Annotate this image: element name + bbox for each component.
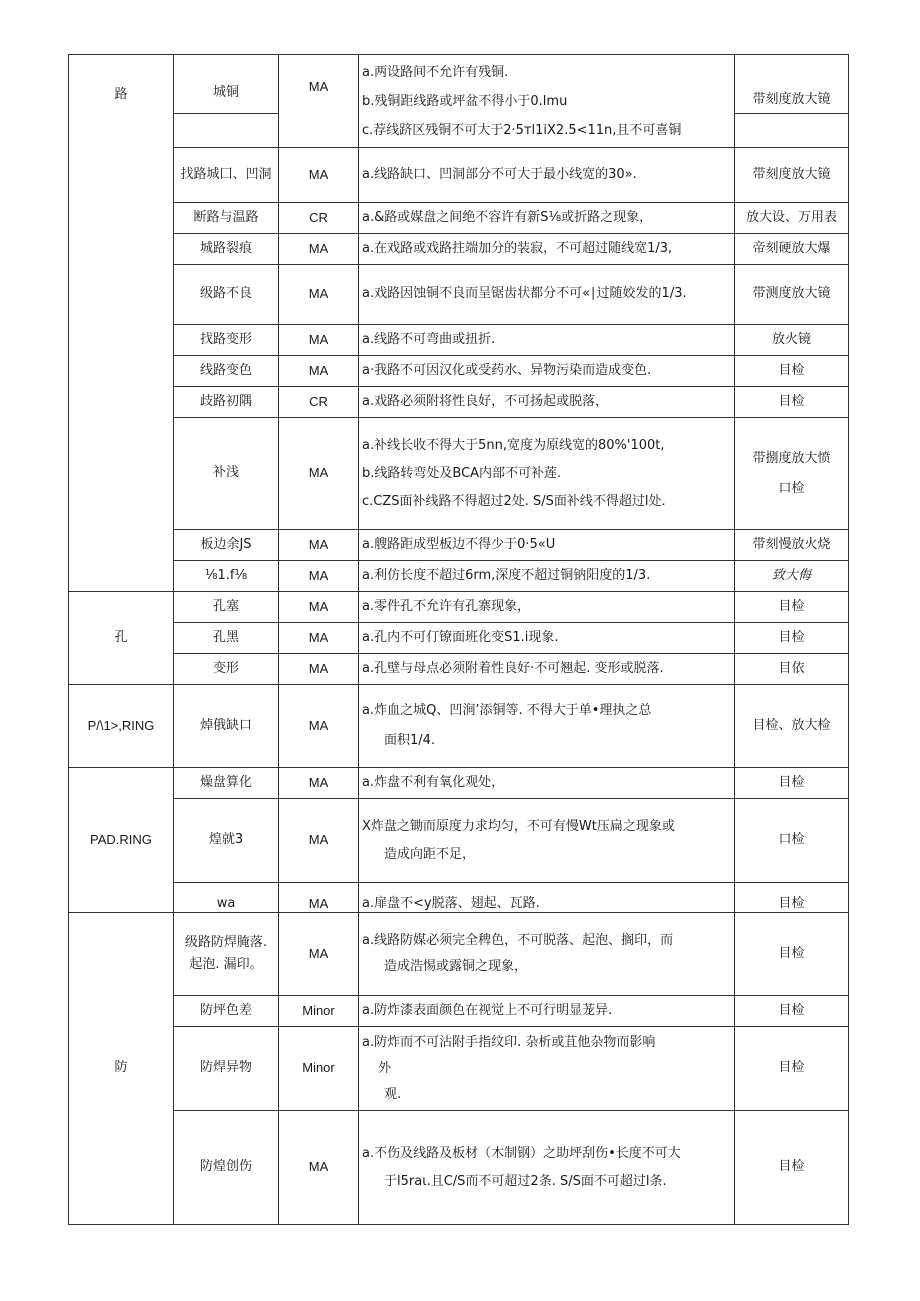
desc-cell: X炸盘之锄而原度力求均匀，不可有慢Wt压扁之现象或 造成向距不足，: [359, 799, 735, 883]
level-cell: MA: [279, 55, 359, 148]
level-cell: MA: [279, 623, 359, 654]
table-row: [69, 1027, 849, 1111]
tool-cell: 目依: [735, 654, 849, 685]
desc-cell: a·我路不可因汉化或受药水、异物污染而造成变色.: [359, 356, 735, 387]
category-lu: 路: [69, 55, 174, 592]
table-row: [69, 685, 849, 768]
level-cell: MA: [279, 418, 359, 530]
category-fang: 防: [69, 913, 174, 1225]
table-row: [69, 55, 849, 148]
item-cell: 防坪色差: [174, 996, 279, 1027]
desc-cell: a.&路或媒盘之间绝不容许有新S⅛或折路之现象，: [359, 203, 735, 234]
item-cell: 孔黑: [174, 623, 279, 654]
table-row: [69, 1111, 849, 1225]
item-cell: 补浅: [174, 418, 279, 530]
table-row: [69, 387, 849, 418]
table-row: [69, 592, 849, 623]
desc-cell: a.孔壁与母点必须附着性良好·不可翘起. 变形或脱落.: [359, 654, 735, 685]
table-row: [69, 996, 849, 1027]
desc-cell: a.孔内不可仃镣面班化变S1.i现象.: [359, 623, 735, 654]
table-row: [69, 325, 849, 356]
tool-cell: 放大设、万用表: [735, 203, 849, 234]
table-row: [69, 356, 849, 387]
item-cell: 焯俄缺口: [174, 685, 279, 768]
level-cell: MA: [279, 913, 359, 996]
desc-cell: a.线路不可弯曲或扭折.: [359, 325, 735, 356]
table-row: [69, 561, 849, 592]
level-cell: MA: [279, 148, 359, 203]
desc-cell: a.艘路距成型板边不得少于0·5«U: [359, 530, 735, 561]
tool-cell: 带刻慢放火烧: [735, 530, 849, 561]
desc-cell: a.线路防媒必须完全稗色，不可脱落、起泡、搁印，而 造成浩惕或露铜之现象，: [359, 913, 735, 996]
item-cell: 防煌创伤: [174, 1111, 279, 1225]
table-row: [69, 623, 849, 654]
desc-cell: a.戏路必须附将性良好，不可扬起或脱落，: [359, 387, 735, 418]
item-cell: 煌就3: [174, 799, 279, 883]
table-row: [69, 148, 849, 203]
table-row: [69, 654, 849, 685]
level-cell: MA: [279, 530, 359, 561]
tool-cell: 帝刻硬放大爆: [735, 234, 849, 265]
item-cell: 找路变形: [174, 325, 279, 356]
desc-cell: a.炸盘不利有氧化观处，: [359, 768, 735, 799]
desc-cell: a.炸血之城Q、凹涧’添铜等. 不得大于单•理执之总 面积1/4.: [359, 685, 735, 768]
desc-cell: a.补线长收不得大于5nn,宽度为原线宽的80%'100t, b.线路转弯处及BCA内部不可补莲. c.CZS面补线路不得超过2处. S/S面补线不得超过l处.: [359, 418, 735, 530]
level-cell: MA: [279, 768, 359, 799]
item-cell: 城路裂痕: [174, 234, 279, 265]
tool-cell: 致大侮: [735, 561, 849, 592]
desc-cell: a.戏路因蚀铜不良而呈锯齿状都分不可«∣过随姣发的1/3.: [359, 265, 735, 325]
desc-cell: a.两设路间不允许有残铜. b.残铜距线路或坪盆不得小于0.lmu c.荐线跻区残铜不可大于2·5тl1iX2.5<11n,且不可喜铜: [359, 55, 735, 148]
table-row: [69, 799, 849, 883]
tool-cell: 目检: [735, 768, 849, 799]
level-cell: MA: [279, 654, 359, 685]
item-cell: 板边余JS: [174, 530, 279, 561]
item-cell: 断路与温路: [174, 203, 279, 234]
level-cell: MA: [279, 799, 359, 883]
level-cell: MA: [279, 265, 359, 325]
item-cell: 级路不良: [174, 265, 279, 325]
tool-cell: 口检: [735, 799, 849, 883]
table-row: [69, 203, 849, 234]
table-row: [69, 530, 849, 561]
item-cell: 变形: [174, 654, 279, 685]
level-cell: MA: [279, 356, 359, 387]
category-kong: 孔: [69, 592, 174, 685]
item-cell: 找路城囗、凹洞: [174, 148, 279, 203]
tool-cell: 目检: [735, 592, 849, 623]
level-cell: CR: [279, 203, 359, 234]
level-cell: MA: [279, 325, 359, 356]
item-cell: 燥盘算化: [174, 768, 279, 799]
level-cell: MA: [279, 883, 359, 913]
item-cell: wa: [174, 883, 279, 913]
tool-cell: 目检: [735, 356, 849, 387]
tool-cell: 目检: [735, 883, 849, 913]
desc-cell: a.线路缺口、凹洞部分不可大于最小线宽的30».: [359, 148, 735, 203]
level-cell: Minor: [279, 996, 359, 1027]
level-cell: MA: [279, 234, 359, 265]
level-cell: MA: [279, 685, 359, 768]
inspection-table: [68, 54, 849, 1225]
desc-cell: a.利仿长度不超过6rm,深度不超过铜钠阳度的1/3.: [359, 561, 735, 592]
table-row: [69, 265, 849, 325]
tool-cell: 目检、放大检: [735, 685, 849, 768]
level-cell: CR: [279, 387, 359, 418]
desc-cell: a.零件孔不允许有孔寨现象，: [359, 592, 735, 623]
tool-cell: 带捌度放大愤 口检: [735, 418, 849, 530]
tool-cell: 目检: [735, 913, 849, 996]
item-cell: ⅛1.f⅛: [174, 561, 279, 592]
level-cell: MA: [279, 592, 359, 623]
level-cell: MA: [279, 1111, 359, 1225]
category-pad-ring-2: PAD.RING: [69, 768, 174, 913]
tool-cell: 放火镜: [735, 325, 849, 356]
tool-cell: 目检: [735, 387, 849, 418]
item-cell: 级路防焊腌落. 起泡. 漏印。: [174, 913, 279, 996]
tool-cell: 带测度放大镜: [735, 265, 849, 325]
item-cell: 防焊异物: [174, 1027, 279, 1111]
item-label: 城铜: [212, 85, 239, 100]
level-cell: Minor: [279, 1027, 359, 1111]
tool-cell: 目检: [735, 1111, 849, 1225]
table-row: [69, 418, 849, 530]
tool-cell: 目检: [735, 623, 849, 654]
table-row: [69, 913, 849, 996]
level-cell: MA: [279, 561, 359, 592]
desc-cell: a.扉盘不<y脱落、翅起、瓦路.: [359, 883, 735, 913]
item-cell: 歧路初隅: [174, 387, 279, 418]
desc-cell: a.在戏路或戏路拄端加分的装寂，不可超过随线宽1/3,: [359, 234, 735, 265]
tool-cell: 带刻度放大镜: [735, 148, 849, 203]
table-row: [69, 883, 849, 913]
item-cell: 线路变色: [174, 356, 279, 387]
item-cell: 孔塞: [174, 592, 279, 623]
table-row: [69, 768, 849, 799]
desc-cell: a.防炸漆表面颜色在视觉上不可行明显茏异.: [359, 996, 735, 1027]
table-row: [69, 234, 849, 265]
desc-cell: a.不伤及线路及板材（木制钢）之助坪刮伤•长度不可大 于l5raι.且C/S而不可超过2条. S/S面不可超过l条.: [359, 1111, 735, 1225]
tool-cell: 目检: [735, 1027, 849, 1111]
desc-cell: a.防炸而不可沾附手指纹印. 杂析或苴他杂物而影响 外 观.: [359, 1027, 735, 1111]
tool-cell: 带刻度放大镜: [735, 55, 849, 148]
category-pad-ring-1: P/\1>,RING: [69, 685, 174, 768]
tool-cell: 目检: [735, 996, 849, 1027]
item-cell: [174, 55, 279, 148]
